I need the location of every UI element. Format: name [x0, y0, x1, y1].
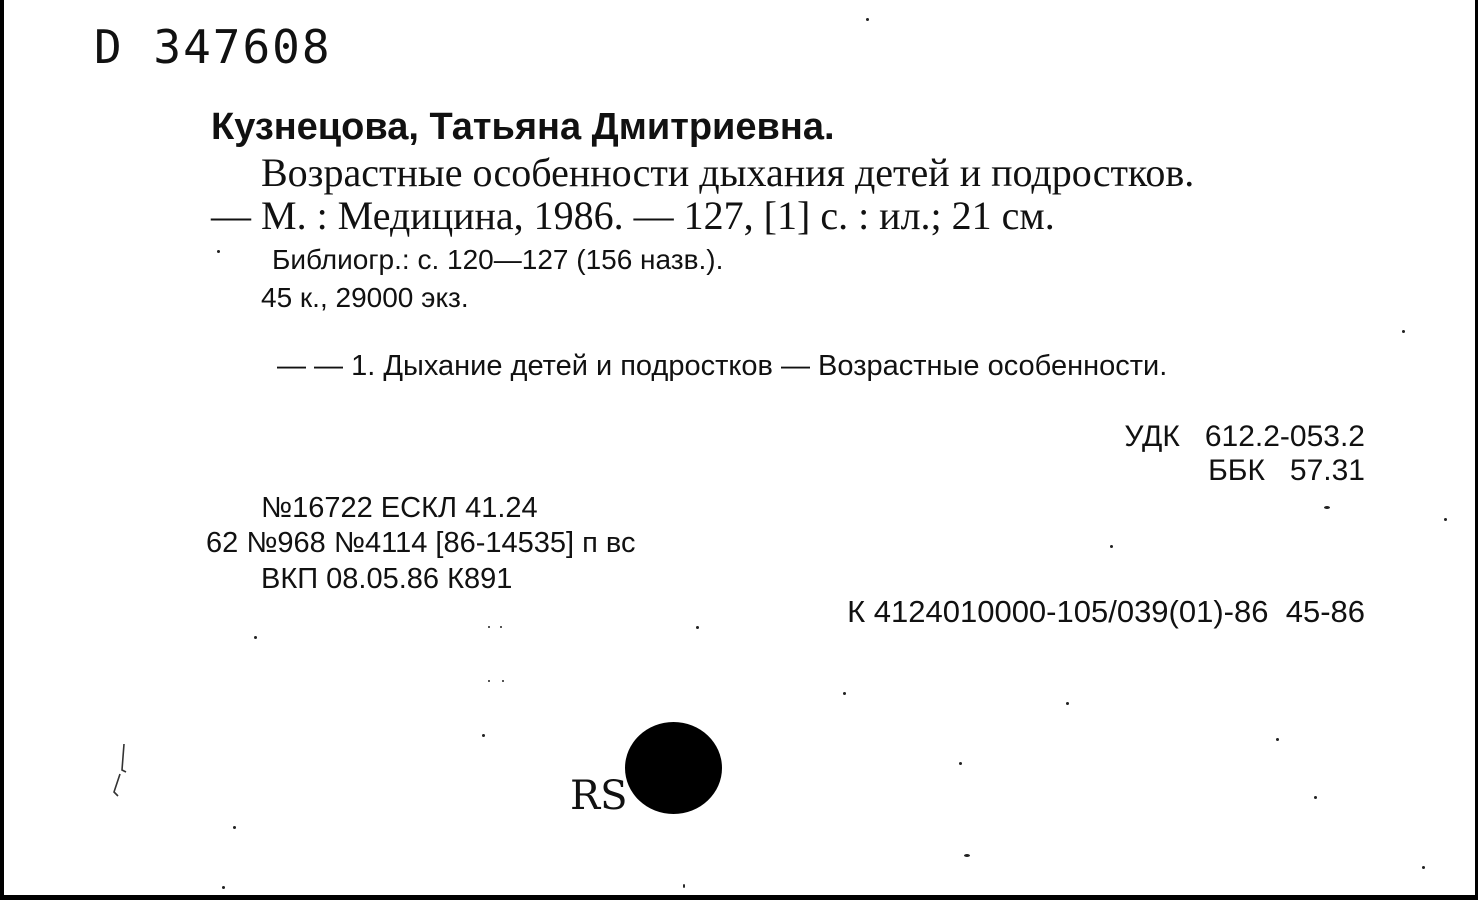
pencil-mark-icon — [106, 740, 136, 800]
stamp-dot-icon — [625, 722, 722, 814]
udk-code: УДК 612.2-053.2 — [1124, 420, 1365, 453]
publication-info: — М. : Медицина, 1986. — 127, [1] с. : ил.; 21 см. — [211, 193, 1055, 238]
dust-speck — [1444, 518, 1447, 521]
dust-speck — [233, 826, 236, 829]
dust-speck — [696, 626, 699, 629]
bibliography-note: Библиогр.: с. 120—127 (156 назв.). — [272, 244, 724, 275]
dust-speck — [1324, 506, 1330, 509]
accession-number: D 347608 — [94, 20, 332, 74]
classification-code: К 4124010000-105/039(01)-86 45-86 — [847, 594, 1365, 629]
dust-speck — [1276, 738, 1279, 741]
dust-speck — [843, 692, 846, 695]
dust-speck — [254, 636, 257, 639]
book-title: Возрастные особенности дыхания детей и подростков. — [261, 150, 1195, 195]
dust-speck — [1402, 330, 1405, 333]
dust-speck — [500, 626, 502, 628]
price-print-run: 45 к., 29000 экз. — [261, 282, 469, 313]
dust-speck — [1314, 796, 1317, 799]
dust-speck — [488, 626, 490, 628]
dust-speck — [502, 680, 504, 682]
author-name: Кузнецова, Татьяна Дмитриевна. — [211, 106, 835, 148]
dust-speck — [1110, 545, 1113, 548]
dust-speck — [482, 734, 485, 737]
dust-speck — [683, 884, 685, 888]
dust-speck — [488, 680, 490, 682]
subject-heading: — — 1. Дыхание детей и подростков — Возрастные особенности. — [277, 350, 1168, 382]
library-stamp — [570, 722, 730, 822]
dust-speck — [1066, 702, 1069, 705]
catalog-code-line-1: №16722 ЕСКЛ 41.24 — [261, 492, 538, 524]
dust-speck — [217, 250, 220, 253]
stamp-text: RS — [570, 773, 628, 819]
dust-speck — [1422, 866, 1425, 869]
dust-speck — [964, 854, 970, 857]
catalog-code-line-2: 62 №968 №4114 [86-14535] п вс — [206, 527, 636, 559]
dust-speck — [866, 18, 869, 21]
dust-speck — [222, 886, 225, 889]
catalog-code-line-3: ВКП 08.05.86 К891 — [261, 563, 513, 595]
bbk-code: ББК 57.31 — [1208, 454, 1365, 487]
dust-speck — [959, 762, 962, 765]
